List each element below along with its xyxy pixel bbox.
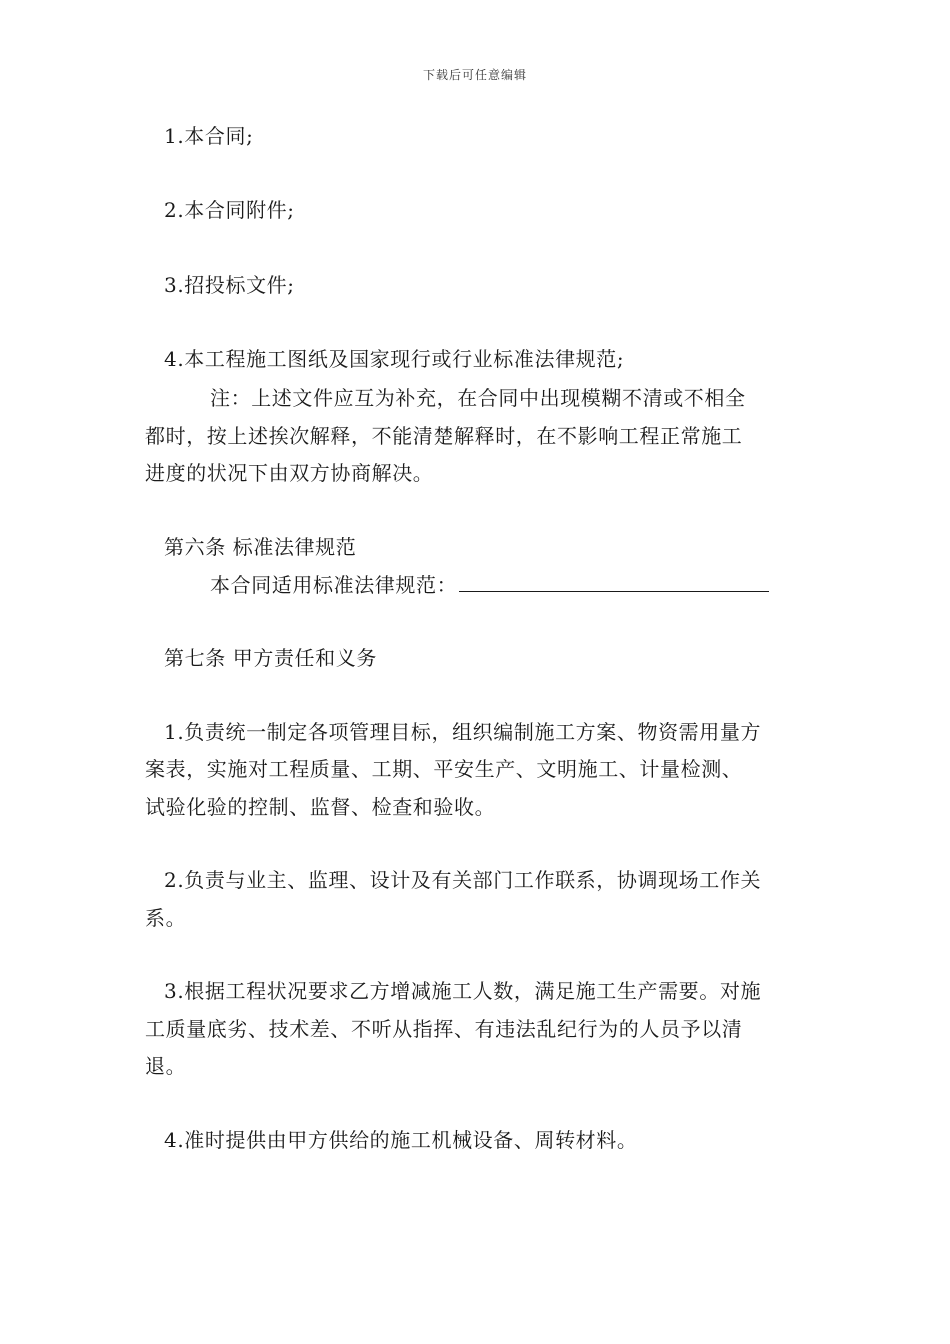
note-line-1: 注：上述文件应互为补充，在合同中出现模糊不清或不相全 — [210, 386, 746, 410]
article-7-title: 第七条 甲方责任和义务 — [164, 646, 377, 670]
article-7-p4-line-1: 4.准时提供由甲方供给的施工机械设备、周转材料。 — [164, 1128, 638, 1152]
article-6-title: 第六条 标准法律规范 — [164, 535, 357, 559]
list-item-3: 3.招投标文件; — [164, 273, 295, 297]
article-7-p3-line-1: 3.根据工程状况要求乙方增减施工人数，满足施工生产需要。对施 — [164, 979, 762, 1003]
article-7-p3-line-3: 退。 — [145, 1054, 187, 1078]
list-item-2: 2.本合同附件; — [164, 198, 295, 222]
note-line-2: 都时，按上述挨次解释，不能清楚解释时，在不影响工程正常施工 — [145, 424, 743, 448]
article-7-p1-line-1: 1.负责统一制定各项管理目标，组织编制施工方案、物资需用量方 — [164, 720, 762, 744]
article-7-p3-line-2: 工质量底劣、技术差、不听从指挥、有违法乱纪行为的人员予以清 — [145, 1017, 743, 1041]
list-item-1: 1.本合同; — [164, 124, 254, 148]
article-6-body-text: 本合同适用标准法律规范： — [210, 573, 458, 597]
list-item-4: 4.本工程施工图纸及国家现行或行业标准法律规范; — [164, 347, 625, 371]
article-7-p2-line-2: 系。 — [145, 906, 187, 930]
article-7-p1-line-3: 试验化验的控制、监督、检查和验收。 — [145, 795, 496, 819]
page-header: 下载后可任意编辑 — [422, 68, 527, 82]
note-line-3: 进度的状况下由双方协商解决。 — [145, 461, 434, 485]
article-7-p1-line-2: 案表，实施对工程质量、工期、平安生产、文明施工、计量检测、 — [145, 757, 743, 781]
article-6-body — [210, 572, 769, 597]
article-7-p2-line-1: 2.负责与业主、监理、设计及有关部门工作联系，协调现场工作关 — [164, 868, 762, 892]
fill-in-blank — [459, 572, 769, 592]
